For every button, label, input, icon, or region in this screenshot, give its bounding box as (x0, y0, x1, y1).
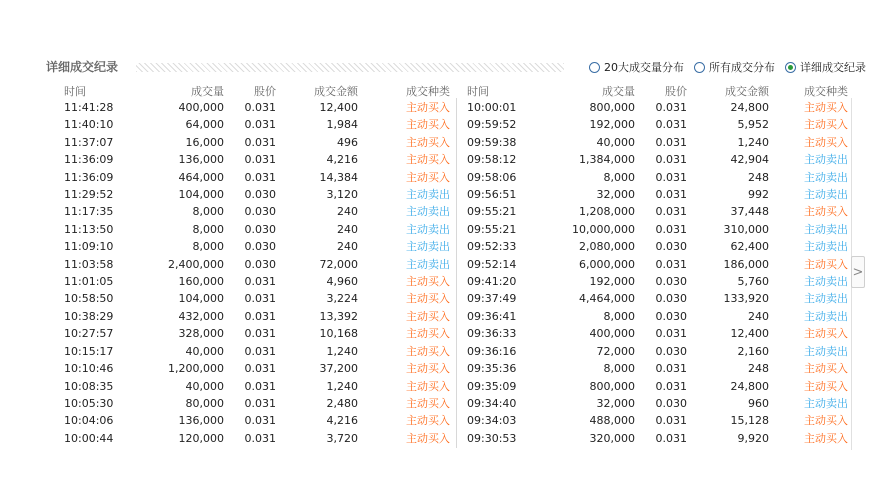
cell-amount: 1,240 (326, 344, 358, 358)
cell-amount: 4,960 (326, 275, 358, 289)
cell-type: 主动卖出 (406, 205, 450, 219)
table-row (465, 343, 850, 360)
cell-volume: 32,000 (596, 396, 635, 410)
cell-time: 09:36:16 (467, 344, 517, 358)
table-row (62, 378, 452, 395)
cell-amount: 12,400 (730, 327, 769, 341)
cell-volume: 488,000 (589, 414, 635, 428)
cell-type: 主动买入 (406, 153, 450, 167)
cell-price: 0.031 (655, 414, 687, 428)
cell-volume: 120,000 (178, 431, 224, 445)
radio-all-trades[interactable] (694, 59, 775, 75)
cell-amount: 24,800 (730, 101, 769, 114)
table-header-row (465, 84, 850, 99)
cell-type: 主动卖出 (406, 257, 450, 271)
table-row (465, 116, 850, 133)
cell-time: 09:58:12 (467, 153, 517, 167)
table-row (62, 151, 452, 168)
cell-volume: 432,000 (178, 309, 224, 323)
table-row (465, 412, 850, 429)
cell-amount: 310,000 (723, 222, 769, 236)
table-row (62, 325, 452, 342)
cell-amount: 3,120 (326, 188, 358, 202)
cell-price: 0.030 (244, 205, 276, 219)
cell-volume: 2,400,000 (168, 257, 224, 271)
cell-amount: 992 (748, 188, 769, 202)
radio-label: 详细成交纪录 (800, 61, 866, 74)
cell-time: 09:30:53 (467, 431, 517, 445)
cell-amount: 496 (337, 135, 358, 149)
table-row (62, 360, 452, 377)
col-header-type: 成交种类 (406, 85, 450, 98)
cell-type: 主动买入 (406, 396, 450, 410)
table-row (465, 151, 850, 168)
cell-volume: 80,000 (185, 396, 224, 410)
cell-volume: 104,000 (178, 292, 224, 306)
cell-time: 11:03:58 (64, 257, 114, 271)
cell-amount: 2,480 (326, 396, 358, 410)
cell-time: 09:34:40 (467, 396, 517, 410)
cell-amount: 24,800 (730, 379, 769, 393)
cell-amount: 4,216 (326, 414, 358, 428)
cell-type: 主动买入 (804, 379, 848, 393)
trades-table-left (62, 84, 452, 448)
cell-time: 11:17:35 (64, 205, 114, 219)
col-header-price: 股价 (665, 85, 687, 98)
cell-price: 0.031 (244, 362, 276, 376)
cell-type: 主动买入 (804, 431, 848, 445)
cell-time: 11:36:09 (64, 170, 114, 184)
cell-time: 09:59:38 (467, 135, 517, 149)
cell-time: 09:52:33 (467, 240, 517, 254)
cell-time: 10:04:06 (64, 414, 114, 428)
cell-price: 0.031 (244, 431, 276, 445)
cell-amount: 12,400 (319, 101, 358, 114)
cell-time: 09:36:41 (467, 309, 517, 323)
table-row (465, 378, 850, 395)
cell-price: 0.030 (655, 292, 687, 306)
cell-type: 主动买入 (406, 292, 450, 306)
radio-detail-records[interactable] (785, 59, 866, 75)
next-page-button[interactable] (851, 256, 865, 288)
table-row (62, 203, 452, 220)
cell-type: 主动卖出 (804, 344, 848, 358)
cell-price: 0.030 (655, 275, 687, 289)
cell-type: 主动卖出 (804, 240, 848, 254)
cell-volume: 136,000 (178, 414, 224, 428)
cell-amount: 37,448 (730, 205, 769, 219)
cell-volume: 800,000 (589, 101, 635, 114)
table-row (465, 256, 850, 273)
table-header-row (62, 84, 452, 99)
table-row (465, 186, 850, 203)
cell-price: 0.030 (244, 240, 276, 254)
cell-amount: 62,400 (730, 240, 769, 254)
cell-type: 主动卖出 (804, 170, 848, 184)
cell-price: 0.031 (655, 170, 687, 184)
cell-amount: 248 (748, 170, 769, 184)
col-header-volume: 成交量 (602, 85, 635, 98)
col-header-price: 股价 (254, 85, 276, 98)
cell-price: 0.031 (244, 275, 276, 289)
cell-price: 0.031 (244, 153, 276, 167)
col-header-time: 时间 (467, 85, 489, 98)
cell-time: 10:05:30 (64, 396, 114, 410)
view-mode-radio-group (579, 58, 866, 76)
cell-amount: 3,224 (326, 292, 358, 306)
cell-amount: 3,720 (326, 431, 358, 445)
cell-type: 主动卖出 (804, 309, 848, 323)
cell-volume: 32,000 (596, 188, 635, 202)
cell-time: 09:36:33 (467, 327, 517, 341)
cell-type: 主动买入 (804, 362, 848, 376)
decorative-stripe (136, 63, 564, 72)
cell-time: 10:38:29 (64, 309, 114, 323)
cell-volume: 8,000 (192, 205, 224, 219)
cell-price: 0.031 (244, 379, 276, 393)
table-row (62, 273, 452, 290)
cell-type: 主动买入 (406, 309, 450, 323)
table-row (62, 169, 452, 186)
cell-time: 09:55:21 (467, 205, 517, 219)
table-row (465, 169, 850, 186)
cell-amount: 37,200 (319, 362, 358, 376)
cell-volume: 400,000 (178, 101, 224, 114)
cell-amount: 15,128 (730, 414, 769, 428)
section-header (46, 58, 866, 78)
cell-price: 0.031 (244, 170, 276, 184)
cell-type: 主动买入 (804, 257, 848, 271)
cell-type: 主动卖出 (406, 240, 450, 254)
cell-volume: 40,000 (185, 344, 224, 358)
cell-amount: 1,984 (326, 118, 358, 132)
table-row (465, 134, 850, 151)
table-row (465, 360, 850, 377)
cell-price: 0.030 (244, 257, 276, 271)
table-row (465, 325, 850, 342)
cell-price: 0.031 (655, 257, 687, 271)
cell-amount: 14,384 (319, 170, 358, 184)
cell-type: 主动买入 (804, 327, 848, 341)
cell-amount: 240 (748, 309, 769, 323)
cell-price: 0.031 (655, 188, 687, 202)
cell-price: 0.031 (244, 344, 276, 358)
cell-price: 0.031 (655, 153, 687, 167)
trades-table-right (465, 84, 850, 448)
cell-price: 0.030 (655, 240, 687, 254)
cell-volume: 4,464,000 (579, 292, 635, 306)
cell-volume: 72,000 (596, 344, 635, 358)
table-row (465, 290, 850, 307)
cell-type: 主动卖出 (804, 396, 848, 410)
table-row (62, 221, 452, 238)
cell-type: 主动买入 (406, 327, 450, 341)
cell-volume: 40,000 (185, 379, 224, 393)
cell-type: 主动买入 (804, 118, 848, 132)
radio-selected-icon[interactable] (785, 62, 796, 73)
table-row (465, 238, 850, 255)
cell-volume: 1,384,000 (579, 153, 635, 167)
table-row (465, 395, 850, 412)
chevron-right-icon: > (852, 264, 864, 280)
cell-volume: 16,000 (185, 135, 224, 149)
table-row (62, 186, 452, 203)
cell-price: 0.031 (655, 379, 687, 393)
column-divider (456, 98, 457, 448)
cell-volume: 320,000 (589, 431, 635, 445)
cell-price: 0.031 (655, 135, 687, 149)
cell-volume: 400,000 (589, 327, 635, 341)
cell-volume: 8,000 (192, 222, 224, 236)
cell-price: 0.031 (244, 414, 276, 428)
cell-time: 10:58:50 (64, 292, 114, 306)
col-header-amount: 成交金额 (725, 85, 769, 98)
cell-type: 主动买入 (406, 379, 450, 393)
cell-type: 主动买入 (406, 118, 450, 132)
cell-price: 0.031 (244, 396, 276, 410)
cell-amount: 42,904 (730, 153, 769, 167)
radio-top20-volume[interactable] (589, 59, 684, 75)
radio-label: 20大成交量分布 (604, 61, 684, 74)
cell-time: 09:52:14 (467, 257, 517, 271)
cell-time: 10:10:46 (64, 362, 114, 376)
cell-volume: 8,000 (603, 309, 635, 323)
cell-type: 主动买入 (406, 362, 450, 376)
cell-type: 主动卖出 (804, 292, 848, 306)
cell-time: 11:41:28 (64, 101, 114, 114)
cell-time: 11:13:50 (64, 222, 114, 236)
radio-circle-icon[interactable] (589, 62, 600, 73)
cell-amount: 240 (337, 205, 358, 219)
table-row (62, 290, 452, 307)
cell-time: 09:37:49 (467, 292, 517, 306)
cell-time: 11:37:07 (64, 135, 114, 149)
cell-time: 11:29:52 (64, 188, 114, 202)
cell-time: 11:09:10 (64, 240, 114, 254)
col-header-amount: 成交金额 (314, 85, 358, 98)
cell-time: 10:15:17 (64, 344, 114, 358)
cell-price: 0.031 (244, 135, 276, 149)
table-row (62, 412, 452, 429)
cell-type: 主动买入 (406, 135, 450, 149)
cell-amount: 240 (337, 222, 358, 236)
cell-type: 主动买入 (406, 414, 450, 428)
cell-volume: 40,000 (596, 135, 635, 149)
cell-time: 09:58:06 (467, 170, 517, 184)
cell-amount: 240 (337, 240, 358, 254)
cell-type: 主动买入 (804, 205, 848, 219)
cell-price: 0.031 (244, 292, 276, 306)
cell-volume: 8,000 (603, 170, 635, 184)
cell-time: 11:40:10 (64, 118, 114, 132)
cell-price: 0.031 (655, 222, 687, 236)
cell-time: 09:56:51 (467, 188, 517, 202)
col-header-time: 时间 (64, 85, 86, 98)
radio-circle-icon[interactable] (694, 62, 705, 73)
cell-amount: 5,952 (737, 118, 769, 132)
cell-type: 主动卖出 (406, 188, 450, 202)
col-header-type: 成交种类 (804, 85, 848, 98)
cell-type: 主动买入 (804, 414, 848, 428)
cell-volume: 6,000,000 (579, 257, 635, 271)
cell-amount: 10,168 (319, 327, 358, 341)
table-row (62, 256, 452, 273)
cell-amount: 1,240 (737, 135, 769, 149)
cell-type: 主动卖出 (804, 153, 848, 167)
cell-volume: 1,208,000 (579, 205, 635, 219)
cell-volume: 8,000 (603, 362, 635, 376)
cell-price: 0.031 (655, 327, 687, 341)
cell-volume: 64,000 (185, 118, 224, 132)
cell-price: 0.031 (655, 431, 687, 445)
cell-price: 0.031 (244, 327, 276, 341)
cell-time: 10:00:01 (467, 101, 517, 114)
cell-price: 0.031 (655, 118, 687, 132)
cell-type: 主动卖出 (804, 222, 848, 236)
cell-amount: 133,920 (723, 292, 769, 306)
cell-price: 0.030 (655, 309, 687, 323)
table-row (62, 99, 452, 116)
cell-time: 09:34:03 (467, 414, 517, 428)
cell-volume: 136,000 (178, 153, 224, 167)
table-row (62, 116, 452, 133)
cell-volume: 2,080,000 (579, 240, 635, 254)
cell-amount: 72,000 (319, 257, 358, 271)
cell-price: 0.031 (244, 118, 276, 132)
cell-type: 主动买入 (406, 344, 450, 358)
cell-amount: 186,000 (723, 257, 769, 271)
cell-volume: 1,200,000 (168, 362, 224, 376)
cell-price: 0.031 (244, 309, 276, 323)
section-title: 详细成交纪录 (46, 60, 119, 74)
cell-type: 主动买入 (804, 101, 848, 114)
cell-price: 0.031 (655, 362, 687, 376)
cell-volume: 160,000 (178, 275, 224, 289)
cell-price: 0.030 (244, 222, 276, 236)
cell-type: 主动买入 (406, 170, 450, 184)
table-row (62, 238, 452, 255)
cell-type: 主动卖出 (804, 275, 848, 289)
cell-time: 09:41:20 (467, 275, 517, 289)
cell-time: 09:55:21 (467, 222, 517, 236)
cell-volume: 328,000 (178, 327, 224, 341)
cell-type: 主动买入 (804, 135, 848, 149)
cell-time: 10:27:57 (64, 327, 114, 341)
cell-type: 主动买入 (406, 275, 450, 289)
col-header-volume: 成交量 (191, 85, 224, 98)
cell-time: 10:00:44 (64, 431, 114, 445)
cell-volume: 800,000 (589, 379, 635, 393)
cell-price: 0.031 (655, 101, 687, 114)
table-row (62, 308, 452, 325)
table-row (465, 99, 850, 116)
cell-time: 11:36:09 (64, 153, 114, 167)
radio-label: 所有成交分布 (709, 61, 775, 74)
cell-amount: 1,240 (326, 379, 358, 393)
cell-type: 主动卖出 (406, 222, 450, 236)
cell-type: 主动买入 (406, 101, 450, 114)
cell-volume: 104,000 (178, 188, 224, 202)
cell-price: 0.031 (655, 205, 687, 219)
table-row (465, 273, 850, 290)
table-row (465, 203, 850, 220)
cell-amount: 13,392 (319, 309, 358, 323)
cell-amount: 5,760 (737, 275, 769, 289)
cell-price: 0.030 (655, 344, 687, 358)
table-row (62, 430, 452, 447)
cell-price: 0.030 (655, 396, 687, 410)
table-row (62, 343, 452, 360)
cell-time: 11:01:05 (64, 275, 114, 289)
cell-time: 09:35:36 (467, 362, 517, 376)
table-row (465, 430, 850, 447)
table-row (62, 395, 452, 412)
table-row (465, 308, 850, 325)
cell-time: 10:08:35 (64, 379, 114, 393)
cell-amount: 9,920 (737, 431, 769, 445)
cell-price: 0.030 (244, 188, 276, 202)
cell-volume: 192,000 (589, 118, 635, 132)
cell-type: 主动卖出 (804, 188, 848, 202)
cell-volume: 464,000 (178, 170, 224, 184)
cell-time: 09:35:09 (467, 379, 517, 393)
cell-volume: 192,000 (589, 275, 635, 289)
cell-type: 主动买入 (406, 431, 450, 445)
table-row (62, 134, 452, 151)
table-row (465, 221, 850, 238)
cell-volume: 8,000 (192, 240, 224, 254)
cell-amount: 4,216 (326, 153, 358, 167)
cell-amount: 2,160 (737, 344, 769, 358)
cell-time: 09:59:52 (467, 118, 517, 132)
cell-volume: 10,000,000 (572, 222, 635, 236)
cell-amount: 960 (748, 396, 769, 410)
cell-price: 0.031 (244, 101, 276, 114)
cell-amount: 248 (748, 362, 769, 376)
